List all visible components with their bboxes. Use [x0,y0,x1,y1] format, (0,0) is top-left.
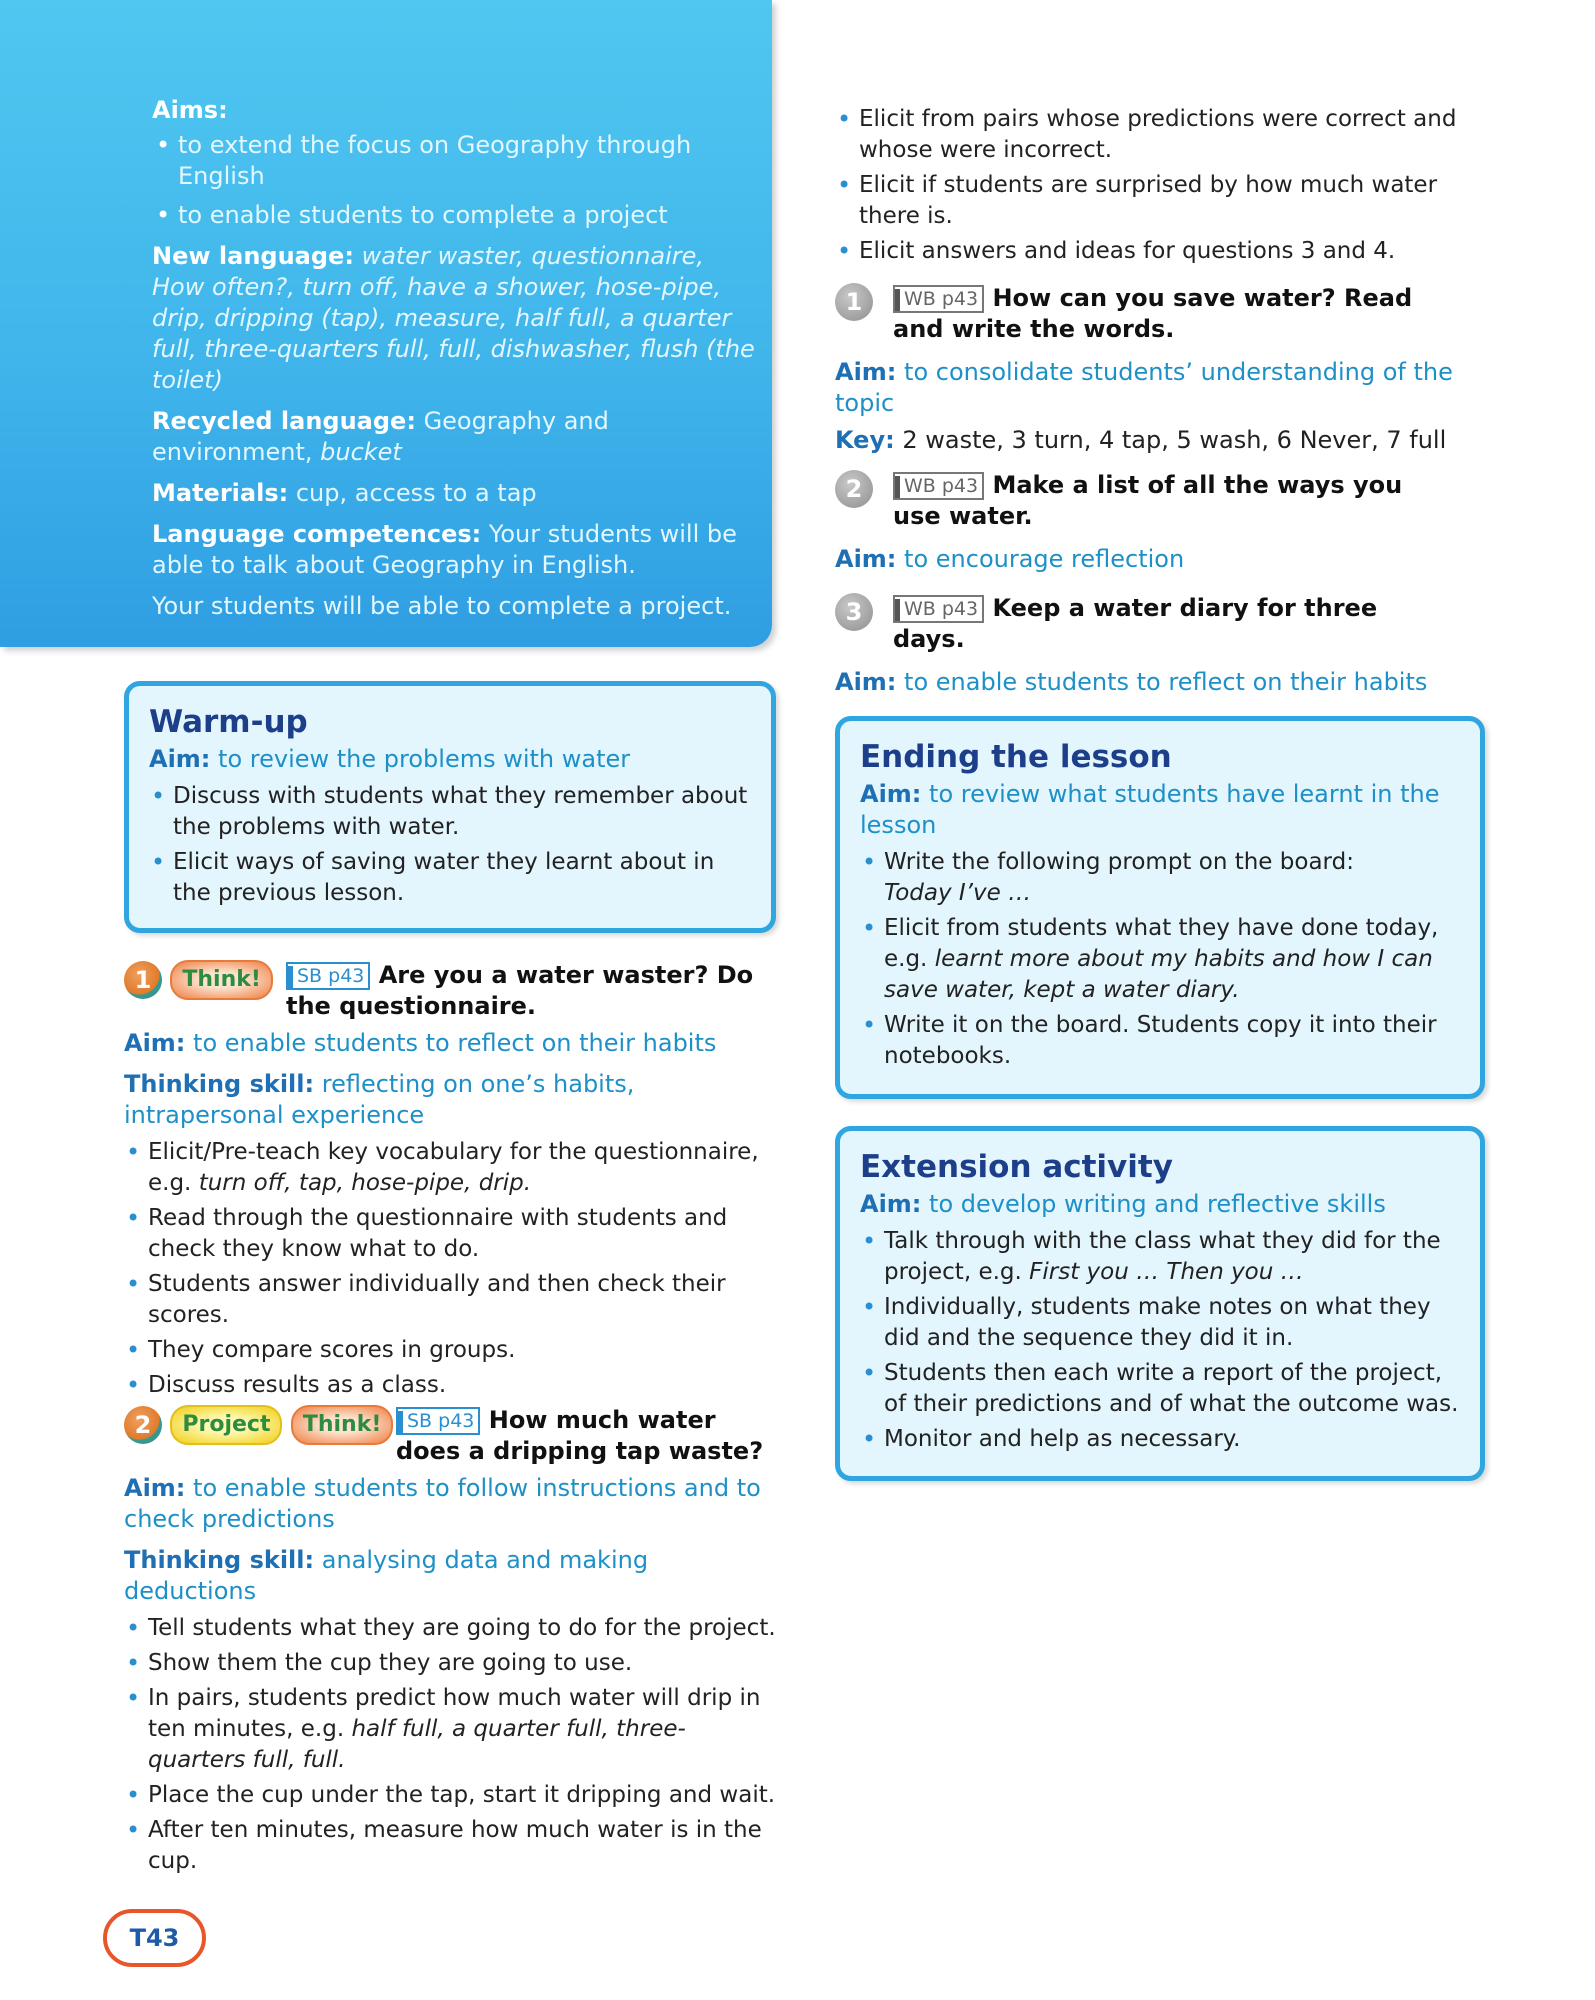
aim-text: to develop writing and reflective skills [929,1190,1386,1218]
sb-reference: SB p43 [286,962,370,990]
think-badge: Think! [170,960,273,1000]
aims-list [152,130,757,231]
list-item-italic: turn off, tap, hose-pipe, drip. [198,1170,532,1196]
list-item-text: Talk through with the class what they did for the project, e.g. [884,1228,1441,1285]
list-item [124,1683,779,1776]
list-item [860,847,1462,909]
list-item: • After ten minutes, measure how much water is in the cup. [124,1815,779,1877]
competences-label: Language competences: [152,520,482,548]
list-item [124,1137,779,1199]
exercise-title: Make a list of all the ways you use water. [893,471,1403,530]
list-item: • Students answer individually and then check their scores. [124,1269,779,1331]
continuation-list [835,104,1457,267]
aims-panel [0,0,772,647]
list-item [860,1226,1462,1288]
exercise-aim [835,667,1457,698]
warmup-aim [149,744,753,775]
aim-label: Aim: [124,1029,186,1057]
skill-text: reflecting on one’s habits, intrapersonal experience [124,1070,635,1129]
recycled-italic: bucket [320,438,402,466]
exercise-number-badge: 2 [835,470,873,508]
aim-label: Aim: [860,1190,922,1218]
wb-exercise-3-heading [835,593,1457,655]
list-item-italic: half full, a quarter full, three-quarters full, full. [148,1716,686,1773]
list-item-italic: Today I’ve … [884,880,1032,906]
aim-text: to encourage reflection [904,545,1185,573]
list-item: • Elicit if students are surprised by how much water there is. [835,170,1457,232]
exercise-title: Keep a water diary for three days. [893,594,1378,653]
list-item: • Elicit ways of saving water they learnt about in the previous lesson. [149,847,753,909]
list-item: • Elicit from pairs whose predictions were correct and whose were incorrect. [835,104,1457,166]
aim-text: to review the problems with water [218,745,631,773]
competences-text: Your students will be able to talk about Geography in English. [152,520,737,579]
thinking-skill [124,1545,779,1607]
aim-text: to enable students to follow instructions and to check predictions [124,1474,761,1533]
ending-aim [860,779,1462,841]
new-language-text: water waster, questionnaire, How often?, turn off, have a shower, hose-pipe, drip, dripping (tap), measure, half full, a quarter full, three-quarters full, full, dishwasher, flush (the toilet) [152,242,755,394]
exercise-title: How much water does a dripping tap waste? [396,1406,764,1465]
aim-text: to review what students have learnt in the lesson [860,780,1440,839]
list-item-text: Elicit/Pre-teach key vocabulary for the questionnaire, e.g. [148,1139,759,1196]
list-item-italic: learnt more about my habits and how I can save water, kept a water diary. [884,946,1433,1003]
warmup-title: Warm-up [149,704,308,740]
exercise-aim [835,544,1457,575]
aim-label: Aim: [835,668,897,696]
list-item: • Discuss results as a class. [124,1370,779,1401]
sb-reference: SB p43 [396,1407,480,1435]
list-item-text: In pairs, students predict how much water will drip in ten minutes, e.g. [148,1685,761,1742]
warmup-list [149,781,753,909]
materials-text: cup, access to a tap [295,479,537,507]
exercise-number-badge: 2 [124,1406,162,1444]
aim-label: Aim: [149,745,211,773]
wb-reference: WB p43 [893,595,984,623]
skill-text: analysing data and making deductions [124,1546,649,1605]
exercise-aim [124,1028,779,1059]
answer-key [835,425,1457,456]
wb-exercise-2-heading [835,470,1457,532]
skill-label: Thinking skill: [124,1546,315,1574]
list-item: • Students then each write a report of the project, of their predictions and of what the outcome was. [860,1358,1462,1420]
thinking-skill [124,1069,779,1131]
key-text: 2 waste, 3 turn, 4 tap, 5 wash, 6 Never, 7 full [902,426,1447,454]
project-badge: Project [170,1405,282,1445]
aim-text: to consolidate students’ understanding of the topic [835,358,1453,417]
ending-list [860,847,1462,1072]
key-label: Key: [835,426,895,454]
wb-exercise-1-heading [835,283,1457,345]
list-item: • Monitor and help as necessary. [860,1424,1462,1455]
exercise-1 [124,960,779,1405]
exercise-number-badge: 1 [124,961,162,999]
competences-2: Your students will be able to complete a project. [152,592,732,620]
list-item [860,913,1462,1006]
exercise-2 [124,1405,779,1881]
list-item: • Elicit answers and ideas for questions 3 and 4. [835,236,1457,267]
recycled-label: Recycled language: [152,407,416,435]
exercise-title: Are you a water waster? Do the questionnaire. [286,961,754,1020]
new-language-label: New language: [152,242,354,270]
aim-label: Aim: [860,780,922,808]
skill-label: Thinking skill: [124,1070,315,1098]
aim-label: Aim: [835,545,897,573]
exercise-1-list [124,1137,779,1401]
exercise-number-badge: 1 [835,283,873,321]
list-item: • Discuss with students what they remember about the problems with water. [149,781,753,843]
page-number: T43 [103,1909,206,1967]
list-item: • Place the cup under the tap, start it dripping and wait. [124,1780,779,1811]
exercise-1-heading [124,960,779,1022]
list-item: • Show them the cup they are going to use. [124,1648,779,1679]
exercise-number-badge: 3 [835,593,873,631]
right-column [835,104,1457,704]
list-item-italic: First you … Then you … [1029,1259,1304,1285]
list-item-text: Write the following prompt on the board: [884,849,1354,875]
aim-label: Aim: [835,358,897,386]
aims-item: • to extend the focus on Geography through English [152,130,757,192]
list-item-text: Elicit from students what they have done today, e.g. [884,915,1439,972]
wb-reference: WB p43 [893,285,984,313]
extension-box [835,1126,1485,1481]
wb-reference: WB p43 [893,472,984,500]
warmup-box [124,681,776,933]
list-item: • Individually, students make notes on what they did and the sequence they did it in. [860,1292,1462,1354]
think-badge: Think! [291,1405,394,1445]
ending-title: Ending the lesson [860,739,1172,775]
aims-label: Aims: [152,96,228,124]
exercise-title: How can you save water? Read and write the words. [893,284,1413,343]
list-item: • Read through the questionnaire with students and check they know what to do. [124,1203,779,1265]
aim-text: to enable students to reflect on their habits [193,1029,717,1057]
list-item: • Tell students what they are going to do for the project. [124,1613,779,1644]
aims-content [152,96,757,632]
competences [152,519,757,581]
new-language [152,241,757,396]
ending-lesson-box [835,716,1485,1099]
aims-item: • to enable students to complete a project [152,200,757,231]
aim-text: to enable students to reflect on their habits [904,668,1428,696]
exercise-2-heading [124,1405,779,1467]
exercise-2-list [124,1613,779,1877]
extension-aim [860,1189,1462,1220]
materials-label: Materials: [152,479,289,507]
list-item: • Write it on the board. Students copy it into their notebooks. [860,1010,1462,1072]
aim-label: Aim: [124,1474,186,1502]
recycled-text: Geography and environment, [152,407,609,466]
list-item: • They compare scores in groups. [124,1335,779,1366]
extension-list [860,1226,1462,1455]
extension-title: Extension activity [860,1149,1173,1185]
materials [152,478,757,509]
exercise-aim [835,357,1457,419]
recycled-language [152,406,757,468]
exercise-aim [124,1473,779,1535]
